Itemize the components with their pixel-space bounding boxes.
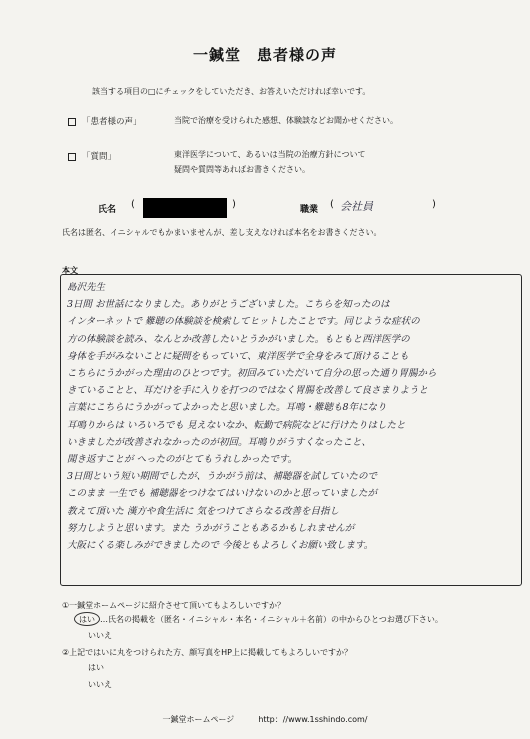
option-question [68, 150, 116, 162]
body-line: 島沢先生 [67, 282, 106, 293]
body-line: 大阪にくる楽しみができましたので 今後ともよろしくお願い致します。 [67, 540, 374, 551]
option-voice [68, 115, 142, 127]
question-1-yes[interactable]: はい [79, 615, 95, 624]
name-note: 氏名は匿名、イニシャルでもかまいませんが、差し支えなければ本名をお書きください。 [62, 228, 382, 237]
name-label: 氏名 [98, 205, 117, 215]
name-paren-open: ( [131, 199, 135, 210]
checkbox-question[interactable] [68, 153, 76, 161]
body-line: 方の体験談を読み、なんとか改善したいとうかがいました。もともと西洋医学の [67, 333, 410, 345]
body-line: このまま 一生でも 補聴器をつけなてはいけないのかと思っていましたが [67, 488, 378, 500]
footer-url[interactable]: http：//www.1sshindo.com/ [258, 715, 368, 724]
option-voice-desc: 当院で治療を受けられた感想、体験談などお聞かせください。 [174, 116, 398, 125]
option-question-desc-2: 疑問や質問等あればお書きください。 [174, 165, 310, 174]
body-label: 本文 [62, 266, 78, 275]
question-1-no[interactable]: いいえ [88, 631, 112, 640]
body-line: インターネットで 難聴の体験談を検索してヒットしたことです。同じような症状の [67, 316, 420, 328]
job-paren-close: ) [432, 199, 436, 210]
body-line: 言葉にこちらにうかがってよかったと思いました。耳鳴・難聴も8年になり [67, 402, 387, 414]
body-line: こちらにうかがった理由のひとつです。初回みていただいて自分の思った通り胃腸から [67, 368, 437, 379]
body-line: きていることと、耳だけを手に入りを打つのではなく胃腸を改善して良さまりようと [67, 385, 429, 397]
body-line: 身体を手がみないことに疑問をもっていて、東洋医学で全身をみて頂けることも [67, 350, 409, 362]
form-title: 一鍼堂 患者様の声 [192, 46, 337, 64]
body-line: 聞き返すことが へったのがとてもうれしかったです。 [67, 454, 298, 465]
question-2-yes[interactable]: はい [88, 663, 104, 672]
job-label: 職業 [300, 205, 319, 215]
body-line: 3日間という短い期間でしたが、うかがう前は、補聴器を試していたので [67, 471, 378, 483]
body-frame [60, 274, 522, 586]
body-line: 努力しようと思います。また うかがうこともあるかもしれませんが [67, 522, 355, 534]
question-1-yes-detail: …氏名の掲載を（匿名・イニシャル・本名・イニシャル＋名前）の中からひとつお選び下さい。 [100, 615, 443, 624]
job-value: 会社員 [340, 200, 373, 213]
question-2-no[interactable]: いいえ [88, 680, 112, 689]
question-1: ①一鍼堂ホームページに紹介させて頂いてもよろしいですか？ [62, 601, 286, 610]
option-voice-label: 「患者様の声」 [82, 117, 142, 127]
option-question-label: 「質問」 [82, 152, 117, 162]
job-paren-open: ( [330, 199, 334, 210]
name-paren-close: ) [232, 199, 236, 210]
body-line: 耳鳴りからは いろいろでも 見えないなか、転勤で病院などに行けたりはしたと [67, 419, 406, 431]
question-2: ②上記ではいに丸をつけられた方、顔写真をHP上に掲載してもよろしいですか？ [62, 648, 353, 657]
option-question-desc-1: 東洋医学について、あるいは当院の治療方針について [174, 150, 366, 159]
form-intro: 該当する項目の□にチェックをしていただき、お答えいただければ幸いです。 [92, 87, 371, 96]
body-line: いきましたが改善されなかったのが初回。耳鳴りがうすくなったこと、 [67, 436, 372, 448]
body-line: 3日間 お世話になりました。ありがとうございました。こちらを知ったのは [67, 299, 390, 311]
body-line: 教えて頂いた 漢方や食生活に 気をつけてさらなる改善を目指し [67, 505, 340, 517]
checkbox-voice[interactable] [68, 118, 76, 126]
name-redaction [143, 198, 227, 218]
footer-site-name: 一鍼堂ホームページ [162, 715, 235, 724]
footer [0, 714, 530, 725]
